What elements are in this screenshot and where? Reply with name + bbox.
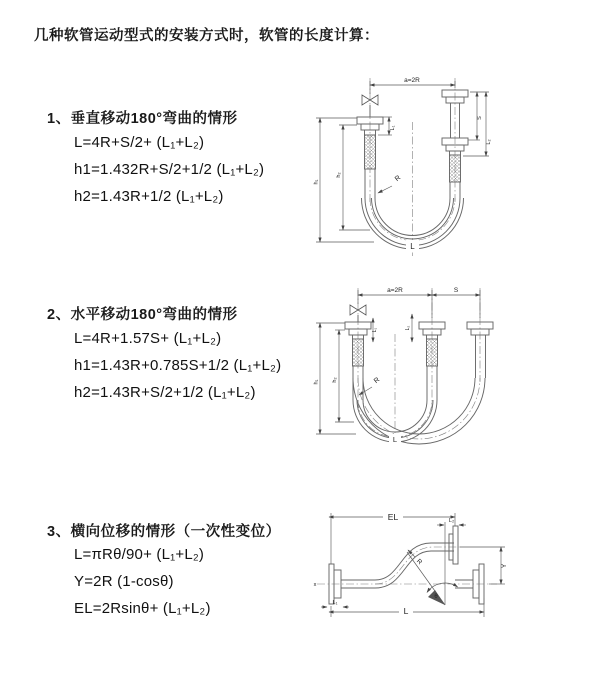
dim-label-r: R [393,174,403,184]
centerlines [358,288,480,446]
diagram-vertical-180-bend [312,70,542,260]
dim-label-h2: h₂ [332,377,338,383]
dim-label-r: R [372,376,382,386]
dim-label-s: S [477,116,483,120]
dim-label-l: L [392,435,398,444]
dim-label-l: L [410,242,415,251]
formula-line: h2=1.43R+1/2 (L₁+L₂) [74,188,224,205]
dim-label-l2: L₂ [448,518,455,524]
section-2-heading: 2、水平移动180°弯曲的情形 [47,307,238,323]
dim-label-l: L [403,606,409,616]
dim-label-l1: L₁ [390,125,396,131]
dim-label-h2: h₂ [336,172,342,178]
dim-label-h1: h₁ [313,379,320,385]
formula-line: Y=2R (1-cosθ) [74,573,174,590]
hose-assembly [329,526,484,604]
formula-line: h1=1.432R+S/2+1/2 (L₁+L₂) [74,161,265,178]
doc-title: 几种软管运动型式的安装方式时，软管的长度计算： [34,28,379,44]
dim-label-el: EL [387,512,399,522]
formula-line: EL=2Rsinθ+ (L₁+L₂) [74,600,211,617]
dimension-lines [321,513,505,617]
diagram-horizontal-180-bend [312,282,547,450]
dim-label-a2r: a=2R [404,77,420,84]
section-3-heading: 3、横向位移的情形（一次性变位） [47,524,281,540]
formula-line: h1=1.43R+0.785S+1/2 (L₁+L₂) [74,357,282,374]
dim-label-a2r: a=2R [387,287,403,294]
centerline-mark: x [313,582,317,588]
dim-label-y: Y [501,563,508,569]
formula-line: L=πRθ/90+ (L₁+L₂) [74,546,205,563]
section-1-heading: 1、垂直移动180°弯曲的情形 [47,111,238,127]
dim-label-theta: θ [434,594,438,600]
formula-line: h2=1.43R+S/2+1/2 (L₁+L₂) [74,384,256,401]
dimension-lines [313,81,489,242]
dimension-lines [313,290,480,434]
diagram-lateral-displacement [305,500,570,625]
formula-line: L=4R+S/2+ (L₁+L₂) [74,134,205,151]
centerlines [370,78,455,256]
formula-line: L=4R+1.57S+ (L₁+L₂) [74,330,222,347]
dim-label-s: S [453,287,459,294]
dim-label-h1: h₁ [313,179,320,185]
dim-label-r: R [414,557,424,567]
dim-label-l2: L₂ [486,139,492,145]
hose-assembly [345,315,493,444]
dim-label-l2: L₂ [405,325,411,331]
dim-label-l1: L₁ [372,327,378,333]
dim-label-l1: L₁ [332,600,338,606]
